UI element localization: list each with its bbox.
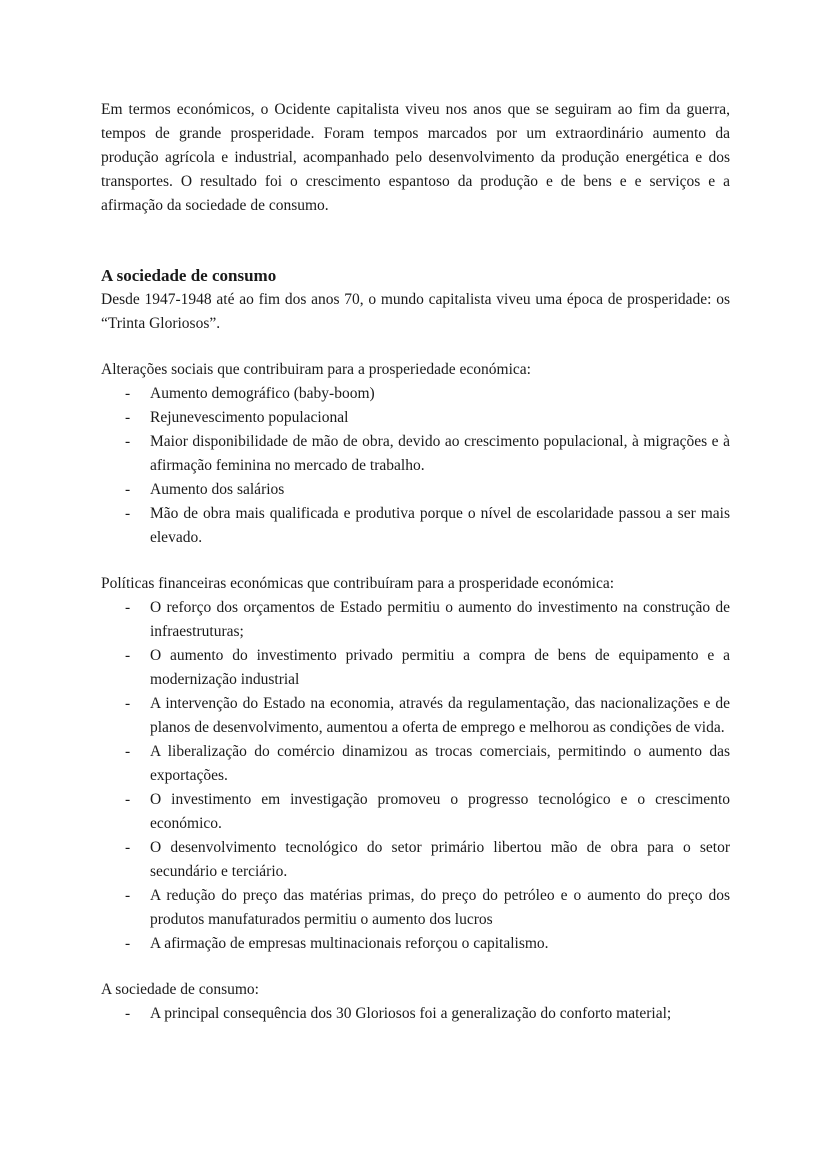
dash-bullet: - [125,743,131,760]
section-intro-paragraph: Desde 1947-1948 até ao fim dos anos 70, o mundo capitalista viveu uma época de prosperidade: os “Trinta Gloriosos”. [101,291,730,332]
list-item-text: Rejunevescimento populacional [150,409,349,426]
dash-bullet: - [125,1005,131,1022]
list-item-text: A principal consequência dos 30 Gloriosos foi a generalização do conforto material; [150,1005,672,1022]
dash-bullet: - [125,887,131,904]
spacer [101,336,730,358]
policies-list [101,596,730,956]
list-item [101,788,730,836]
intro-paragraph: Em termos económicos, o Ocidente capitalista viveu nos anos que se seguiram ao fim da guerra, tempos de grande prosperidade. Foram tempos marcados por um extraordinário aumento da produção agrícola e industrial, acompanhado pelo desenvolvimento da produção energética e dos transportes. O resultado foi o crescimento espantoso da produção e de bens e e serviços e a afirmação da sociedade de consumo. [101,101,730,214]
dash-bullet: - [125,839,131,856]
list-item [101,382,730,406]
dash-bullet: - [125,409,131,426]
dash-bullet: - [125,505,131,522]
list-item [101,932,730,956]
social-changes-list [101,382,730,550]
list-item [101,596,730,644]
list-item-text: Maior disponibilidade de mão de obra, devido ao crescimento populacional, à migrações e à afirmação feminina no mercado de trabalho. [150,433,730,474]
list-item-text: Aumento dos salários [150,481,285,498]
dash-bullet: - [125,481,131,498]
list-item [101,884,730,932]
dash-bullet: - [125,433,131,450]
list-item-text: Aumento demográfico (baby-boom) [150,385,375,402]
list-item [101,644,730,692]
list-item-text: A intervenção do Estado na economia, através da regulamentação, das nacionalizações e de planos de desenvolvimento, aumentou a oferta de emprego e melhorou as condições de vida. [150,695,730,736]
list-item-text: O desenvolvimento tecnológico do setor primário libertou mão de obra para o setor secundário e terciário. [150,839,730,880]
list-item-text: A afirmação de empresas multinacionais reforçou o capitalismo. [150,935,549,952]
list-item-text: O reforço dos orçamentos de Estado permitiu o aumento do investimento na construção de infraestruturas; [150,599,730,640]
list-item [101,836,730,884]
policies-heading: Políticas financeiras económicas que contribuíram para a prosperidade económica: [101,575,615,592]
list-item-text: A liberalização do comércio dinamizou as trocas comerciais, permitindo o aumento das exportações. [150,743,730,784]
spacer [101,550,730,572]
consumer-society-list [101,1002,730,1026]
dash-bullet: - [125,791,131,808]
list-item-text: Mão de obra mais qualificada e produtiva porque o nível de escolaridade passou a ser mais elevado. [150,505,730,546]
social-changes-heading: Alterações sociais que contribuiram para a prosperiedade económica: [101,361,531,378]
section-title: A sociedade de consumo [101,266,277,285]
list-item [101,406,730,430]
dash-bullet: - [125,695,131,712]
consumer-society-heading: A sociedade de consumo: [101,981,259,998]
list-item-text: O aumento do investimento privado permitiu a compra de bens de equipamento e a modernização industrial [150,647,730,688]
list-item-text: O investimento em investigação promoveu o progresso tecnológico e o crescimento económico. [150,791,730,832]
dash-bullet: - [125,935,131,952]
list-item [101,740,730,788]
list-item [101,502,730,550]
list-item [101,478,730,502]
dash-bullet: - [125,385,131,402]
list-item [101,692,730,740]
dash-bullet: - [125,599,131,616]
list-item [101,430,730,478]
spacer [101,218,730,264]
list-item [101,1002,730,1026]
dash-bullet: - [125,647,131,664]
document-page [101,98,730,1026]
list-item-text: A redução do preço das matérias primas, do preço do petróleo e o aumento do preço dos produtos manufaturados permitiu o aumento dos lucros [150,887,730,928]
spacer [101,956,730,978]
